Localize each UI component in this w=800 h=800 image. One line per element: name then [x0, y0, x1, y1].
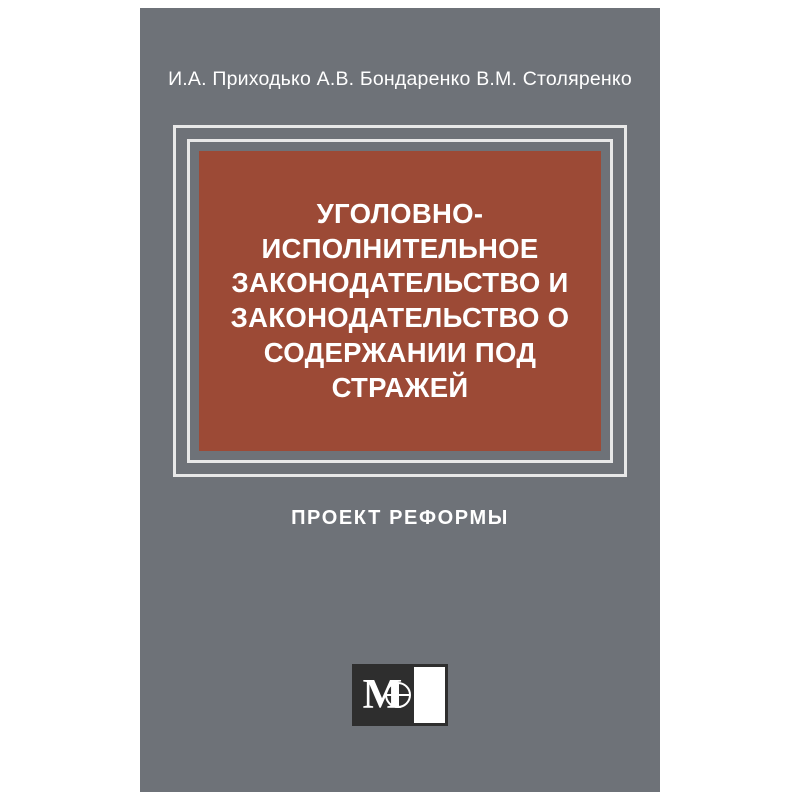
authors-line: И.А. Приходько А.В. Бондаренко В.М. Столяренко — [168, 68, 632, 90]
publisher-logo-wrap — [140, 664, 660, 726]
book-subtitle: ПРОЕКТ РЕФОРМЫ — [291, 507, 509, 530]
logo-dark-block — [352, 664, 414, 726]
globe-icon — [385, 682, 411, 708]
publisher-logo — [352, 664, 448, 726]
title-frame-outer — [173, 125, 627, 477]
title-frame-inner — [187, 139, 613, 463]
book-title: УГОЛОВНО-ИСПОЛНИТЕЛЬНОЕ ЗАКОНОДАТЕЛЬСТВО И ЗАКОНОДАТЕЛЬСТВО О СОДЕРЖАНИИ ПОД СТРАЖЕЙ — [230, 197, 570, 404]
book-cover — [140, 8, 660, 792]
title-plate — [199, 151, 601, 451]
logo-light-block — [414, 664, 448, 726]
logo-letter: М — [362, 672, 403, 718]
